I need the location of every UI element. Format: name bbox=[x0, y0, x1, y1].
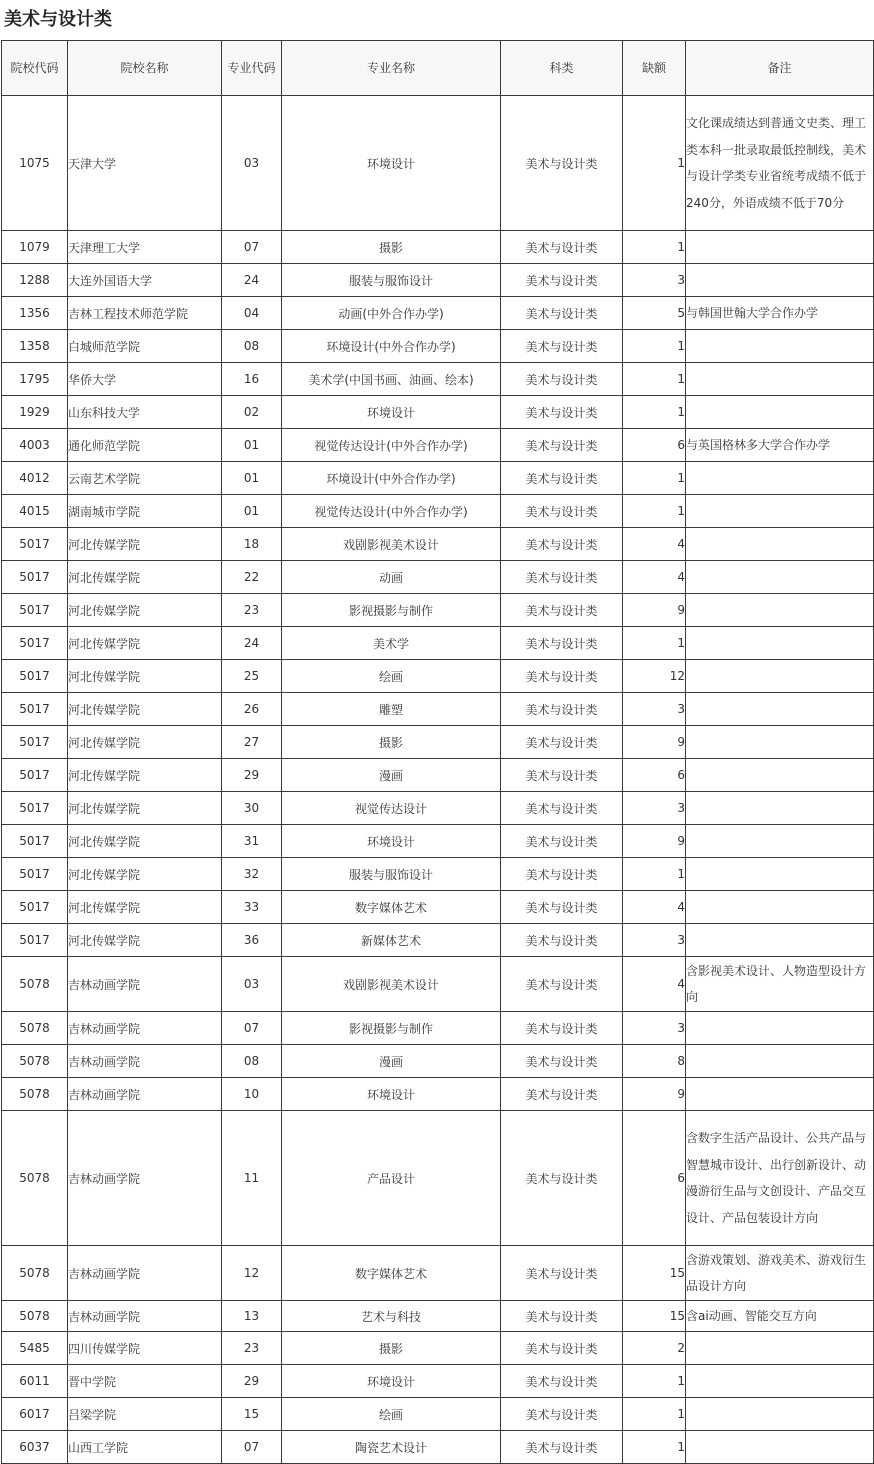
table-row bbox=[2, 957, 874, 1012]
major-code-cell: 08 bbox=[222, 330, 282, 363]
remarks-cell bbox=[686, 1365, 874, 1398]
remarks-cell bbox=[686, 891, 874, 924]
table-row bbox=[2, 429, 874, 462]
school-name-cell: 吉林动画学院 bbox=[68, 957, 222, 1012]
school-code-cell: 4003 bbox=[2, 429, 68, 462]
school-code-cell: 5017 bbox=[2, 627, 68, 660]
school-name-cell: 天津理工大学 bbox=[68, 231, 222, 264]
vacancy-cell: 1 bbox=[623, 396, 686, 429]
school-code-cell: 5078 bbox=[2, 1301, 68, 1332]
category-cell: 美术与设计类 bbox=[501, 825, 623, 858]
table-row bbox=[2, 561, 874, 594]
school-name-cell: 湖南城市学院 bbox=[68, 495, 222, 528]
school-name-cell: 天津大学 bbox=[68, 96, 222, 231]
category-cell: 美术与设计类 bbox=[501, 495, 623, 528]
table-row bbox=[2, 330, 874, 363]
major-code-cell: 01 bbox=[222, 429, 282, 462]
major-code-cell: 25 bbox=[222, 660, 282, 693]
major-name-cell: 戏剧影视美术设计 bbox=[282, 957, 501, 1012]
vacancy-cell: 3 bbox=[623, 792, 686, 825]
major-name-cell: 环境设计(中外合作办学) bbox=[282, 462, 501, 495]
school-code-cell: 5017 bbox=[2, 924, 68, 957]
table-row bbox=[2, 1078, 874, 1111]
vacancy-cell: 1 bbox=[623, 1365, 686, 1398]
table-row bbox=[2, 594, 874, 627]
table-row bbox=[2, 528, 874, 561]
school-code-cell: 5017 bbox=[2, 561, 68, 594]
major-name-cell: 摄影 bbox=[282, 231, 501, 264]
major-name-cell: 动画(中外合作办学) bbox=[282, 297, 501, 330]
vacancy-cell: 1 bbox=[623, 627, 686, 660]
remarks-cell bbox=[686, 627, 874, 660]
vacancy-cell: 15 bbox=[623, 1301, 686, 1332]
school-name-cell: 吉林动画学院 bbox=[68, 1111, 222, 1246]
school-code-cell: 5078 bbox=[2, 1078, 68, 1111]
school-name-cell: 大连外国语大学 bbox=[68, 264, 222, 297]
major-name-cell: 环境设计 bbox=[282, 396, 501, 429]
category-cell: 美术与设计类 bbox=[501, 1301, 623, 1332]
vacancy-cell: 5 bbox=[623, 297, 686, 330]
major-name-cell: 环境设计(中外合作办学) bbox=[282, 330, 501, 363]
table-body bbox=[2, 96, 874, 1464]
remarks-cell bbox=[686, 924, 874, 957]
school-code-cell: 5017 bbox=[2, 660, 68, 693]
school-code-cell: 5078 bbox=[2, 1045, 68, 1078]
header-major-name: 专业名称 bbox=[282, 41, 501, 96]
remarks-cell bbox=[686, 462, 874, 495]
major-code-cell: 10 bbox=[222, 1078, 282, 1111]
vacancy-cell: 1 bbox=[623, 363, 686, 396]
major-name-cell: 美术学(中国书画、油画、绘本) bbox=[282, 363, 501, 396]
vacancy-cell: 8 bbox=[623, 1045, 686, 1078]
remarks-cell bbox=[686, 825, 874, 858]
school-code-cell: 5017 bbox=[2, 528, 68, 561]
category-cell: 美术与设计类 bbox=[501, 1246, 623, 1301]
remarks-cell bbox=[686, 594, 874, 627]
school-code-cell: 1075 bbox=[2, 96, 68, 231]
vacancy-cell: 2 bbox=[623, 1332, 686, 1365]
school-name-cell: 吉林动画学院 bbox=[68, 1246, 222, 1301]
school-code-cell: 1358 bbox=[2, 330, 68, 363]
vacancy-cell: 9 bbox=[623, 726, 686, 759]
school-code-cell: 6017 bbox=[2, 1398, 68, 1431]
remarks-cell bbox=[686, 726, 874, 759]
major-code-cell: 29 bbox=[222, 759, 282, 792]
vacancy-cell: 3 bbox=[623, 693, 686, 726]
school-name-cell: 白城师范学院 bbox=[68, 330, 222, 363]
remarks-cell: 含游戏策划、游戏美术、游戏衍生品设计方向 bbox=[686, 1246, 874, 1301]
school-name-cell: 河北传媒学院 bbox=[68, 693, 222, 726]
category-cell: 美术与设计类 bbox=[501, 627, 623, 660]
school-name-cell: 吉林动画学院 bbox=[68, 1012, 222, 1045]
school-name-cell: 河北传媒学院 bbox=[68, 759, 222, 792]
table-row bbox=[2, 726, 874, 759]
table-row bbox=[2, 1301, 874, 1332]
remarks-cell: 含ai动画、智能交互方向 bbox=[686, 1301, 874, 1332]
major-code-cell: 01 bbox=[222, 495, 282, 528]
category-cell: 美术与设计类 bbox=[501, 396, 623, 429]
school-name-cell: 云南艺术学院 bbox=[68, 462, 222, 495]
table-row bbox=[2, 363, 874, 396]
major-code-cell: 03 bbox=[222, 96, 282, 231]
major-code-cell: 03 bbox=[222, 957, 282, 1012]
major-name-cell: 环境设计 bbox=[282, 1078, 501, 1111]
vacancy-cell: 4 bbox=[623, 957, 686, 1012]
category-cell: 美术与设计类 bbox=[501, 957, 623, 1012]
category-cell: 美术与设计类 bbox=[501, 1111, 623, 1246]
school-name-cell: 河北传媒学院 bbox=[68, 660, 222, 693]
category-cell: 美术与设计类 bbox=[501, 891, 623, 924]
category-cell: 美术与设计类 bbox=[501, 1012, 623, 1045]
major-name-cell: 环境设计 bbox=[282, 825, 501, 858]
school-code-cell: 5078 bbox=[2, 1111, 68, 1246]
remarks-cell bbox=[686, 759, 874, 792]
remarks-cell: 与英国格林多大学合作办学 bbox=[686, 429, 874, 462]
school-code-cell: 1929 bbox=[2, 396, 68, 429]
major-name-cell: 美术学 bbox=[282, 627, 501, 660]
school-name-cell: 吉林动画学院 bbox=[68, 1078, 222, 1111]
major-name-cell: 视觉传达设计 bbox=[282, 792, 501, 825]
vacancy-cell: 4 bbox=[623, 528, 686, 561]
school-code-cell: 4012 bbox=[2, 462, 68, 495]
table-row bbox=[2, 264, 874, 297]
school-code-cell: 6011 bbox=[2, 1365, 68, 1398]
remarks-cell bbox=[686, 495, 874, 528]
remarks-cell bbox=[686, 693, 874, 726]
major-code-cell: 12 bbox=[222, 1246, 282, 1301]
school-code-cell: 6037 bbox=[2, 1431, 68, 1464]
remarks-cell bbox=[686, 363, 874, 396]
remarks-cell bbox=[686, 792, 874, 825]
major-code-cell: 27 bbox=[222, 726, 282, 759]
major-code-cell: 24 bbox=[222, 264, 282, 297]
table-row bbox=[2, 1332, 874, 1365]
major-code-cell: 15 bbox=[222, 1398, 282, 1431]
table-row bbox=[2, 96, 874, 231]
header-category: 科类 bbox=[501, 41, 623, 96]
category-cell: 美术与设计类 bbox=[501, 1431, 623, 1464]
remarks-cell: 与韩国世翰大学合作办学 bbox=[686, 297, 874, 330]
table-row bbox=[2, 1431, 874, 1464]
major-code-cell: 07 bbox=[222, 231, 282, 264]
table-row bbox=[2, 825, 874, 858]
school-code-cell: 5078 bbox=[2, 1012, 68, 1045]
category-cell: 美术与设计类 bbox=[501, 1045, 623, 1078]
school-name-cell: 河北传媒学院 bbox=[68, 924, 222, 957]
category-cell: 美术与设计类 bbox=[501, 924, 623, 957]
major-name-cell: 数字媒体艺术 bbox=[282, 891, 501, 924]
school-name-cell: 河北传媒学院 bbox=[68, 792, 222, 825]
category-cell: 美术与设计类 bbox=[501, 1398, 623, 1431]
major-code-cell: 16 bbox=[222, 363, 282, 396]
school-name-cell: 吉林工程技术师范学院 bbox=[68, 297, 222, 330]
table-row bbox=[2, 462, 874, 495]
category-cell: 美术与设计类 bbox=[501, 660, 623, 693]
vacancy-cell: 15 bbox=[623, 1246, 686, 1301]
major-name-cell: 新媒体艺术 bbox=[282, 924, 501, 957]
page-title: 美术与设计类 bbox=[4, 9, 112, 30]
school-name-cell: 晋中学院 bbox=[68, 1365, 222, 1398]
school-name-cell: 河北传媒学院 bbox=[68, 726, 222, 759]
vacancy-cell: 1 bbox=[623, 462, 686, 495]
major-code-cell: 18 bbox=[222, 528, 282, 561]
enrollment-table bbox=[1, 40, 874, 1464]
category-cell: 美术与设计类 bbox=[501, 693, 623, 726]
table-header-row bbox=[2, 41, 874, 96]
table-row bbox=[2, 297, 874, 330]
header-remarks: 备注 bbox=[686, 41, 874, 96]
major-name-cell: 绘画 bbox=[282, 660, 501, 693]
category-cell: 美术与设计类 bbox=[501, 561, 623, 594]
major-name-cell: 数字媒体艺术 bbox=[282, 1246, 501, 1301]
major-name-cell: 漫画 bbox=[282, 1045, 501, 1078]
school-code-cell: 1288 bbox=[2, 264, 68, 297]
table-row bbox=[2, 924, 874, 957]
remarks-cell bbox=[686, 231, 874, 264]
remarks-cell bbox=[686, 396, 874, 429]
remarks-cell bbox=[686, 1078, 874, 1111]
major-name-cell: 雕塑 bbox=[282, 693, 501, 726]
category-cell: 美术与设计类 bbox=[501, 429, 623, 462]
major-code-cell: 31 bbox=[222, 825, 282, 858]
major-name-cell: 视觉传达设计(中外合作办学) bbox=[282, 429, 501, 462]
major-name-cell: 动画 bbox=[282, 561, 501, 594]
remarks-cell: 含数字生活产品设计、公共产品与智慧城市设计、出行创新设计、动漫游衍生品与文创设计、产品交互设计、产品包装设计方向 bbox=[686, 1111, 874, 1246]
category-cell: 美术与设计类 bbox=[501, 96, 623, 231]
vacancy-cell: 4 bbox=[623, 561, 686, 594]
major-code-cell: 23 bbox=[222, 594, 282, 627]
school-code-cell: 1795 bbox=[2, 363, 68, 396]
school-name-cell: 吉林动画学院 bbox=[68, 1045, 222, 1078]
table-row bbox=[2, 1045, 874, 1078]
category-cell: 美术与设计类 bbox=[501, 528, 623, 561]
major-code-cell: 26 bbox=[222, 693, 282, 726]
vacancy-cell: 1 bbox=[623, 1431, 686, 1464]
remarks-cell bbox=[686, 1332, 874, 1365]
major-code-cell: 36 bbox=[222, 924, 282, 957]
school-name-cell: 山东科技大学 bbox=[68, 396, 222, 429]
school-code-cell: 5017 bbox=[2, 693, 68, 726]
school-name-cell: 通化师范学院 bbox=[68, 429, 222, 462]
vacancy-cell: 9 bbox=[623, 594, 686, 627]
category-cell: 美术与设计类 bbox=[501, 297, 623, 330]
major-name-cell: 绘画 bbox=[282, 1398, 501, 1431]
header-major-code: 专业代码 bbox=[222, 41, 282, 96]
major-name-cell: 影视摄影与制作 bbox=[282, 594, 501, 627]
vacancy-cell: 9 bbox=[623, 825, 686, 858]
remarks-cell bbox=[686, 1012, 874, 1045]
school-code-cell: 5017 bbox=[2, 594, 68, 627]
category-cell: 美术与设计类 bbox=[501, 792, 623, 825]
vacancy-cell: 1 bbox=[623, 1398, 686, 1431]
vacancy-cell: 1 bbox=[623, 495, 686, 528]
school-code-cell: 5017 bbox=[2, 759, 68, 792]
major-code-cell: 13 bbox=[222, 1301, 282, 1332]
table-row bbox=[2, 1012, 874, 1045]
remarks-cell bbox=[686, 1431, 874, 1464]
major-name-cell: 视觉传达设计(中外合作办学) bbox=[282, 495, 501, 528]
major-code-cell: 07 bbox=[222, 1012, 282, 1045]
school-name-cell: 河北传媒学院 bbox=[68, 825, 222, 858]
table-row bbox=[2, 396, 874, 429]
school-name-cell: 四川传媒学院 bbox=[68, 1332, 222, 1365]
major-code-cell: 04 bbox=[222, 297, 282, 330]
major-name-cell: 漫画 bbox=[282, 759, 501, 792]
table-row bbox=[2, 759, 874, 792]
remarks-cell bbox=[686, 1398, 874, 1431]
header-school-name: 院校名称 bbox=[68, 41, 222, 96]
vacancy-cell: 3 bbox=[623, 924, 686, 957]
major-name-cell: 摄影 bbox=[282, 726, 501, 759]
major-code-cell: 30 bbox=[222, 792, 282, 825]
major-name-cell: 产品设计 bbox=[282, 1111, 501, 1246]
major-code-cell: 08 bbox=[222, 1045, 282, 1078]
category-cell: 美术与设计类 bbox=[501, 726, 623, 759]
table-row bbox=[2, 627, 874, 660]
remarks-cell bbox=[686, 528, 874, 561]
table-row bbox=[2, 660, 874, 693]
school-name-cell: 河北传媒学院 bbox=[68, 858, 222, 891]
remarks-cell bbox=[686, 660, 874, 693]
remarks-cell bbox=[686, 330, 874, 363]
table-row bbox=[2, 495, 874, 528]
major-code-cell: 33 bbox=[222, 891, 282, 924]
major-name-cell: 环境设计 bbox=[282, 96, 501, 231]
header-vacancy: 缺额 bbox=[623, 41, 686, 96]
remarks-cell bbox=[686, 561, 874, 594]
major-code-cell: 07 bbox=[222, 1431, 282, 1464]
school-name-cell: 吉林动画学院 bbox=[68, 1301, 222, 1332]
major-name-cell: 戏剧影视美术设计 bbox=[282, 528, 501, 561]
table-row bbox=[2, 1365, 874, 1398]
school-name-cell: 吕梁学院 bbox=[68, 1398, 222, 1431]
school-name-cell: 华侨大学 bbox=[68, 363, 222, 396]
vacancy-cell: 12 bbox=[623, 660, 686, 693]
major-code-cell: 24 bbox=[222, 627, 282, 660]
table-row bbox=[2, 858, 874, 891]
vacancy-cell: 3 bbox=[623, 264, 686, 297]
remarks-cell: 含影视美术设计、人物造型设计方向 bbox=[686, 957, 874, 1012]
vacancy-cell: 3 bbox=[623, 1012, 686, 1045]
table-row bbox=[2, 1246, 874, 1301]
table-row bbox=[2, 891, 874, 924]
vacancy-cell: 1 bbox=[623, 96, 686, 231]
remarks-cell bbox=[686, 1045, 874, 1078]
school-code-cell: 5017 bbox=[2, 891, 68, 924]
table-row bbox=[2, 231, 874, 264]
major-code-cell: 22 bbox=[222, 561, 282, 594]
major-name-cell: 摄影 bbox=[282, 1332, 501, 1365]
major-name-cell: 服装与服饰设计 bbox=[282, 264, 501, 297]
vacancy-cell: 1 bbox=[623, 330, 686, 363]
category-cell: 美术与设计类 bbox=[501, 363, 623, 396]
school-code-cell: 5017 bbox=[2, 792, 68, 825]
category-cell: 美术与设计类 bbox=[501, 1332, 623, 1365]
vacancy-cell: 1 bbox=[623, 231, 686, 264]
school-code-cell: 4015 bbox=[2, 495, 68, 528]
category-cell: 美术与设计类 bbox=[501, 462, 623, 495]
category-cell: 美术与设计类 bbox=[501, 858, 623, 891]
major-code-cell: 29 bbox=[222, 1365, 282, 1398]
major-name-cell: 艺术与科技 bbox=[282, 1301, 501, 1332]
school-code-cell: 5078 bbox=[2, 957, 68, 1012]
table-row bbox=[2, 1398, 874, 1431]
major-code-cell: 01 bbox=[222, 462, 282, 495]
category-cell: 美术与设计类 bbox=[501, 231, 623, 264]
table-row bbox=[2, 792, 874, 825]
category-cell: 美术与设计类 bbox=[501, 1365, 623, 1398]
category-cell: 美术与设计类 bbox=[501, 1078, 623, 1111]
school-code-cell: 1079 bbox=[2, 231, 68, 264]
major-name-cell: 环境设计 bbox=[282, 1365, 501, 1398]
school-name-cell: 河北传媒学院 bbox=[68, 891, 222, 924]
vacancy-cell: 4 bbox=[623, 891, 686, 924]
school-code-cell: 1356 bbox=[2, 297, 68, 330]
major-name-cell: 服装与服饰设计 bbox=[282, 858, 501, 891]
vacancy-cell: 1 bbox=[623, 858, 686, 891]
remarks-cell bbox=[686, 858, 874, 891]
vacancy-cell: 9 bbox=[623, 1078, 686, 1111]
category-cell: 美术与设计类 bbox=[501, 594, 623, 627]
remarks-cell bbox=[686, 264, 874, 297]
school-code-cell: 5485 bbox=[2, 1332, 68, 1365]
vacancy-cell: 6 bbox=[623, 1111, 686, 1246]
major-code-cell: 02 bbox=[222, 396, 282, 429]
school-name-cell: 河北传媒学院 bbox=[68, 594, 222, 627]
school-code-cell: 5017 bbox=[2, 858, 68, 891]
category-cell: 美术与设计类 bbox=[501, 330, 623, 363]
major-name-cell: 陶瓷艺术设计 bbox=[282, 1431, 501, 1464]
school-code-cell: 5017 bbox=[2, 726, 68, 759]
table-row bbox=[2, 693, 874, 726]
vacancy-cell: 6 bbox=[623, 759, 686, 792]
major-code-cell: 11 bbox=[222, 1111, 282, 1246]
school-name-cell: 山西工学院 bbox=[68, 1431, 222, 1464]
category-cell: 美术与设计类 bbox=[501, 759, 623, 792]
school-name-cell: 河北传媒学院 bbox=[68, 561, 222, 594]
school-code-cell: 5078 bbox=[2, 1246, 68, 1301]
major-name-cell: 影视摄影与制作 bbox=[282, 1012, 501, 1045]
school-code-cell: 5017 bbox=[2, 825, 68, 858]
header-school-code: 院校代码 bbox=[2, 41, 68, 96]
category-cell: 美术与设计类 bbox=[501, 264, 623, 297]
table-row bbox=[2, 1111, 874, 1246]
major-code-cell: 32 bbox=[222, 858, 282, 891]
vacancy-cell: 6 bbox=[623, 429, 686, 462]
major-code-cell: 23 bbox=[222, 1332, 282, 1365]
school-name-cell: 河北传媒学院 bbox=[68, 528, 222, 561]
school-name-cell: 河北传媒学院 bbox=[68, 627, 222, 660]
remarks-cell: 文化课成绩达到普通文史类、理工类本科一批录取最低控制线，美术与设计学类专业省统考成绩不低于240分，外语成绩不低于70分 bbox=[686, 96, 874, 231]
